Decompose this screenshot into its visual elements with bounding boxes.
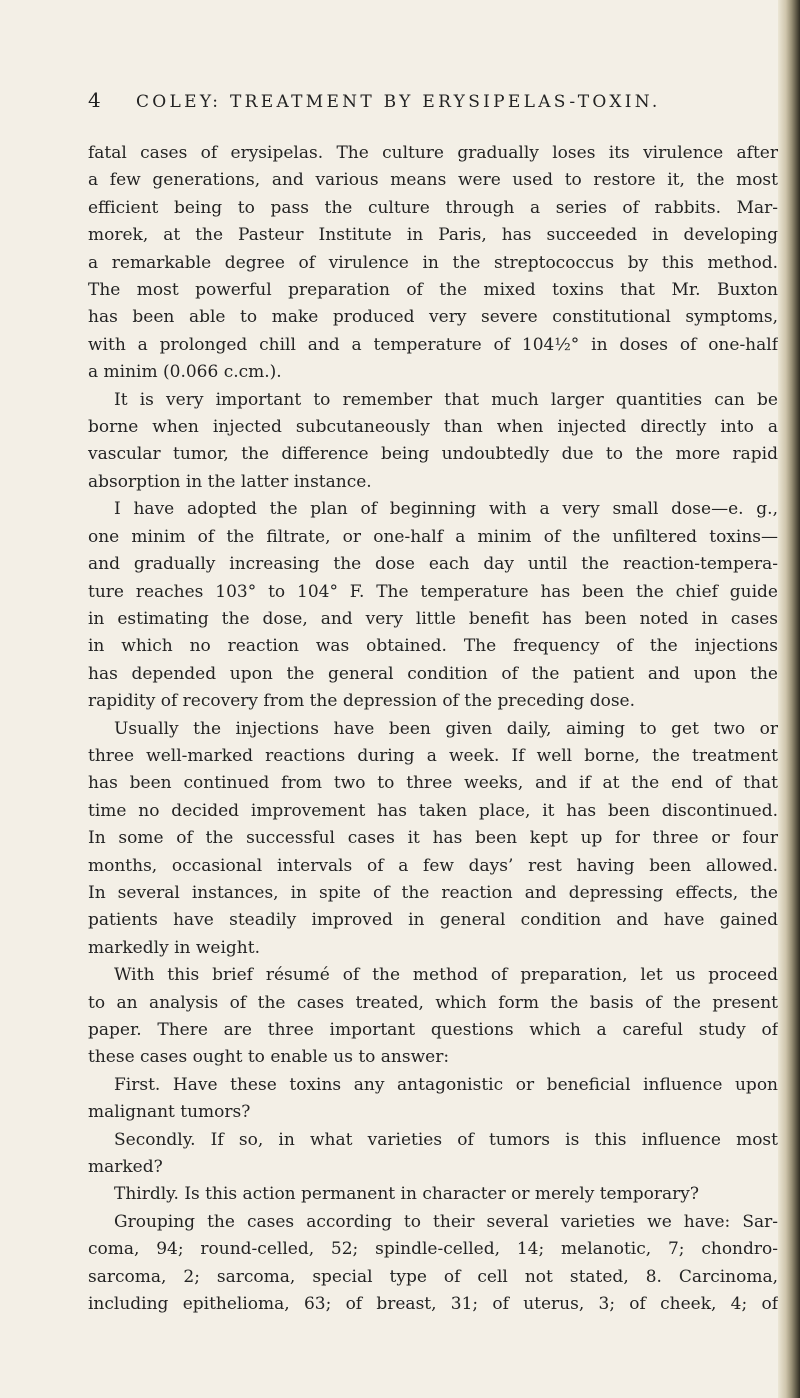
text-line: rapidity of recovery from the depression of the preceding dose. [88, 691, 636, 712]
text-line: has been able to make produced very severe constitutional symptoms, [88, 307, 778, 328]
text-line: these cases ought to enable us to answer: [88, 1047, 450, 1068]
page-gutter-shadow [778, 0, 800, 1398]
text-line: a few generations, and various means were used to restore it, the most [88, 170, 778, 191]
text-line: Thirdly. Is this action permanent in character or merely temporary? [114, 1184, 699, 1205]
text-line: marked? [88, 1157, 163, 1178]
text-line: paper. There are three important questions which a careful study of [88, 1020, 778, 1040]
text-line: morek, at the Pasteur Institute in Paris, has succeeded in developing [88, 225, 778, 246]
text-line: ture reaches 103° to 104° F. The temperature has been the chief guide [88, 581, 778, 602]
page-number: 4 [88, 88, 101, 112]
text-line: markedly in weight. [88, 937, 260, 958]
text-line: sarcoma, 2; sarcoma, special type of cell not stated, 8. Carcinoma, [88, 1266, 778, 1287]
text-line: in which no reaction was obtained. The frequency of the injections [88, 636, 778, 657]
text-line: one minim of the filtrate, or one-half a minim of the unfiltered toxins— [88, 526, 778, 547]
text-line: a minim (0.066 c.cm.). [88, 362, 282, 383]
text-line: with a prolonged chill and a temperature of 104½° in doses of one-half [88, 334, 778, 355]
body-text [88, 140, 778, 1318]
text-line: In several instances, in spite of the reaction and depressing effects, the [88, 882, 778, 903]
text-line: fatal cases of erysipelas. The culture gradually loses its virulence after [88, 143, 778, 163]
running-title: COLEY: TREATMENT BY ERYSIPELAS-TOXIN. [136, 92, 661, 112]
text-line: Grouping the cases according to their several varieties we have: Sar- [114, 1211, 778, 1232]
text-line: in estimating the dose, and very little benefit has been noted in cases [88, 608, 778, 629]
text-line: efficient being to pass the culture through a series of rabbits. Mar- [88, 197, 778, 218]
text-line: It is very important to remember that much larger quantities can be [114, 389, 778, 410]
text-line: three well-marked reactions during a week. If well borne, the treatment [88, 745, 778, 766]
running-head [88, 88, 778, 112]
text-line: First. Have these toxins any antagonistic or beneficial influence upon [114, 1074, 778, 1095]
text-line: In some of the successful cases it has been kept up for three or four [88, 828, 778, 849]
text-line: and gradually increasing the dose each day until the reaction-tempera- [88, 554, 778, 575]
text-line: including epithelioma, 63; of breast, 31; of uterus, 3; of cheek, 4; of [88, 1294, 778, 1315]
text-line: I have adopted the plan of beginning with a very small dose—e. g., [114, 499, 778, 520]
text-line: Secondly. If so, in what varieties of tumors is this influence most [114, 1129, 778, 1150]
text-line: to an analysis of the cases treated, which form the basis of the present [88, 992, 778, 1013]
text-line: vascular tumor, the difference being undoubtedly due to the more rapid [88, 444, 778, 465]
text-line: Usually the injections have been given daily, aiming to get two or [114, 718, 778, 739]
text-line: patients have steadily improved in general condition and have gained [88, 910, 778, 931]
text-line: borne when injected subcutaneously than when injected directly into a [88, 417, 778, 438]
text-line: coma, 94; round-celled, 52; spindle-celled, 14; melanotic, 7; chondro- [88, 1239, 778, 1260]
text-line: has been continued from two to three weeks, and if at the end of that [88, 773, 778, 794]
text-line: malignant tumors? [88, 1102, 251, 1123]
text-line: With this brief résumé of the method of preparation, let us proceed [114, 965, 778, 986]
text-line: time no decided improvement has taken place, it has been discontinued. [88, 800, 778, 821]
text-line: absorption in the latter instance. [88, 471, 372, 492]
text-line: The most powerful preparation of the mixed toxins that Mr. Buxton [88, 280, 778, 301]
text-line: a remarkable degree of virulence in the streptococcus by this method. [88, 252, 778, 273]
text-line: months, occasional intervals of a few days’ rest having been allowed. [88, 855, 778, 876]
text-line: has depended upon the general condition of the patient and upon the [88, 663, 778, 684]
